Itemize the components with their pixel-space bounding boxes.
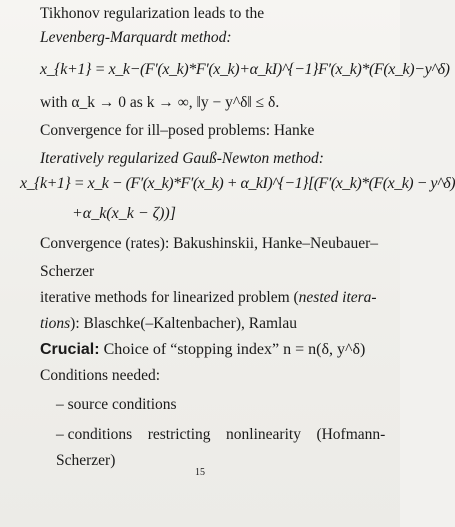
text-line: with α_k → 0 as k → ∞, ‖y − y^δ‖ ≤ δ.: [40, 94, 280, 111]
text-span: ): Blaschke(–Kaltenbacher), Ramlau: [70, 315, 297, 332]
method-heading: Iteratively regularized Gauß-Newton method:: [40, 150, 324, 167]
text-line: Conditions needed:: [40, 367, 161, 384]
text-line: Scherzer): [56, 452, 116, 469]
text-line: [40, 290, 377, 306]
page-number: 15: [195, 467, 205, 478]
text-line: Tikhonov regularization leads to the: [40, 5, 265, 22]
formula-levenberg-marquardt: x_{k+1} = x_k−(F′(x_k)*F′(x_k)+α_kI)^{−1}F′(x_k)*(F(x_k)−y^δ): [40, 61, 450, 78]
list-item: – conditions restricting nonlinearity (Hofmann-: [56, 426, 386, 443]
formula-gauss-newton-line2: +α_k(x_k − ζ))]: [72, 205, 176, 222]
text-span: iterative methods for linearized problem (: [40, 289, 299, 306]
text-line: [40, 342, 365, 358]
emphasis-span: tions: [40, 315, 71, 332]
crucial-label: Crucial:: [40, 341, 100, 358]
text-line: Convergence for ill–posed problems: Hanke: [40, 122, 315, 139]
text-line: [40, 316, 297, 332]
text-line: Convergence (rates): Bakushinskii, Hanke–Neubauer–: [40, 235, 379, 252]
text-line: Scherzer: [40, 263, 95, 280]
method-heading: Levenberg-Marquardt method:: [40, 29, 232, 46]
text-span: Choice of “stopping index” n = n(δ, y^δ): [99, 341, 366, 358]
list-item: – source conditions: [56, 396, 177, 413]
formula-gauss-newton-line1: x_{k+1} = x_k − (F′(x_k)*F′(x_k) + α_kI)^{−1}[(F′(x_k)*(F(x_k) − y^δ): [20, 175, 455, 192]
emphasis-span: nested itera-: [298, 289, 377, 306]
